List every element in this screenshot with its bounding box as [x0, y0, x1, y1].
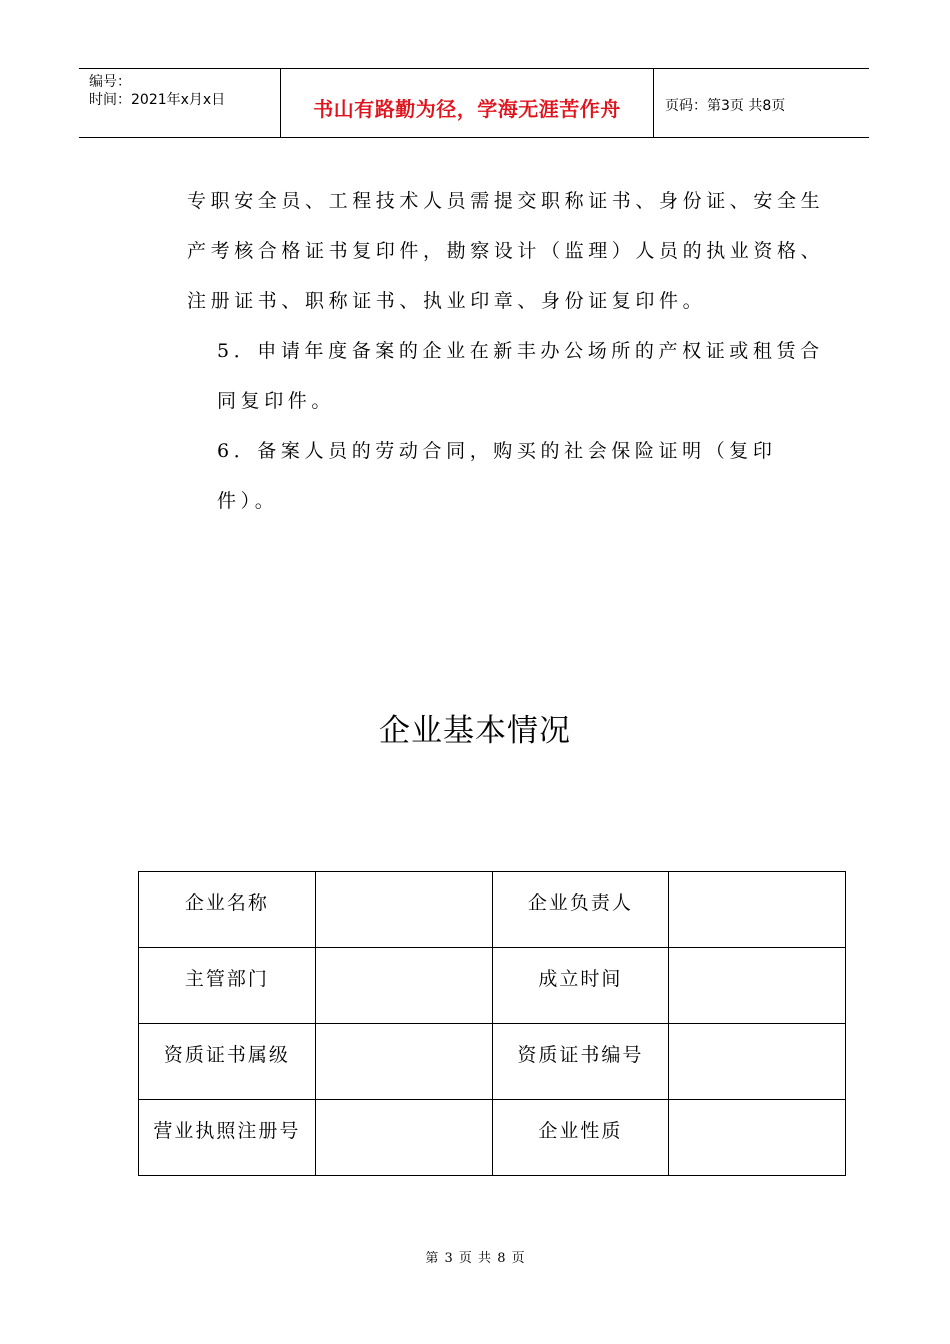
- table-row: [139, 1100, 846, 1176]
- field-qualification-level[interactable]: [315, 1024, 492, 1100]
- field-enterprise-type[interactable]: [669, 1100, 846, 1176]
- label-supervising-dept: 主管部门: [139, 948, 316, 1024]
- field-founding-date[interactable]: [669, 948, 846, 1024]
- label-founding-date: 成立时间: [492, 948, 669, 1024]
- table-row: [139, 1024, 846, 1100]
- label-qualification-number: 资质证书编号: [492, 1024, 669, 1100]
- table-row: [139, 872, 846, 948]
- document-number-label: 编号：: [89, 74, 131, 90]
- page-footer: 第 3 页 共 8 页: [425, 1251, 525, 1266]
- paragraph-requirements: 专职安全员、工程技术人员需提交职称证书、身份证、安全生产考核合格证书复印件，勘察设计（监理）人员的执业资格、注册证书、职称证书、执业印章、身份证复印件。: [187, 190, 825, 312]
- header-meta: [89, 73, 225, 109]
- label-enterprise-type: 企业性质: [492, 1100, 669, 1176]
- header-divider-right: [653, 69, 654, 137]
- label-enterprise-name: 企业名称: [139, 872, 316, 948]
- header-motto: 书山有路勤为径，学海无涯苦作舟: [313, 97, 621, 121]
- label-enterprise-head: 企业负责人: [492, 872, 669, 948]
- field-enterprise-name[interactable]: [315, 872, 492, 948]
- body-text: [187, 176, 837, 526]
- field-supervising-dept[interactable]: [315, 948, 492, 1024]
- section-title: 企业基本情况: [379, 713, 571, 749]
- paragraph-item-6: 6．备案人员的劳动合同，购买的社会保险证明（复印件）。: [217, 440, 777, 512]
- header-page-info: 页码：第3页 共8页: [665, 98, 786, 114]
- document-date-label: 时间：2021年x月x日: [89, 92, 226, 108]
- paragraph-item-5: 5．申请年度备案的企业在新丰办公场所的产权证或租赁合同复印件。: [217, 340, 824, 412]
- table-row: [139, 948, 846, 1024]
- field-qualification-number[interactable]: [669, 1024, 846, 1100]
- label-license-number: 营业执照注册号: [139, 1100, 316, 1176]
- page-header: [79, 68, 869, 138]
- field-enterprise-head[interactable]: [669, 872, 846, 948]
- enterprise-info-table: [138, 871, 846, 1176]
- field-license-number[interactable]: [315, 1100, 492, 1176]
- label-qualification-level: 资质证书属级: [139, 1024, 316, 1100]
